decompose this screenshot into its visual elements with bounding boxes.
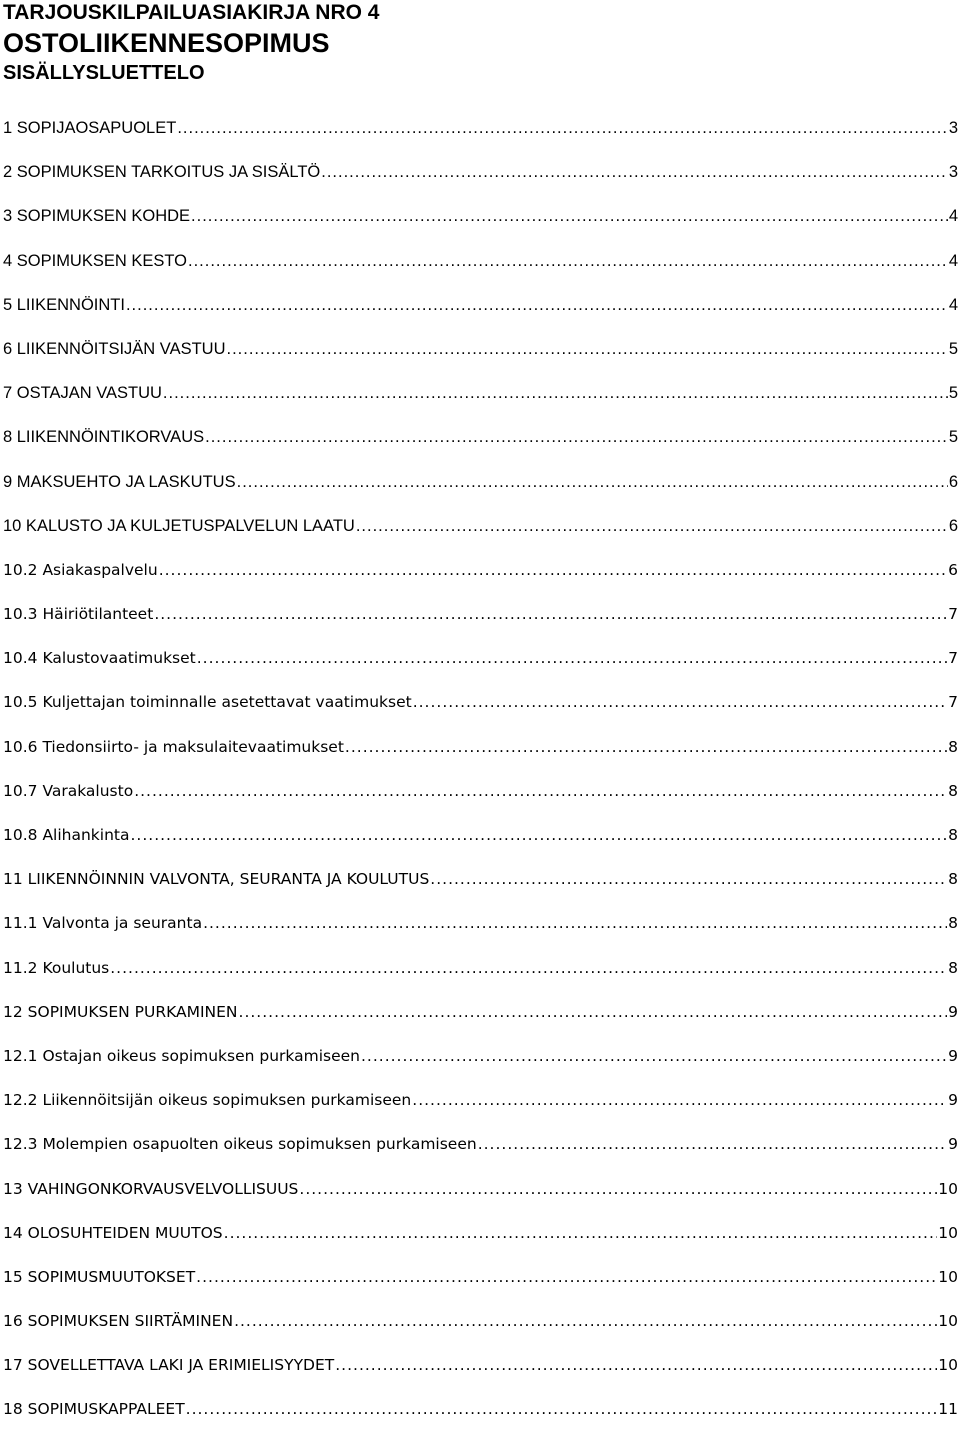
toc-dot-leader (239, 990, 948, 1034)
toc-dot-leader (177, 106, 948, 150)
toc-dot-leader (134, 769, 947, 813)
toc-dot-leader (203, 901, 947, 945)
toc-entry-page-number[interactable]: 8 (948, 914, 958, 933)
toc-entry-page-number[interactable]: 3 (948, 119, 958, 137)
toc-entry-title[interactable]: 10 KALUSTO JA KULJETUSPALVELUN LAATU (3, 516, 355, 535)
toc-entry-title[interactable]: 7 OSTAJAN VASTUU (3, 384, 162, 403)
toc-entry-page-number[interactable]: 7 (948, 649, 958, 668)
toc-entry-title[interactable]: 12.2 Liikennöitsijän oikeus sopimuksen purkamiseen (3, 1091, 412, 1110)
toc-entry[interactable] (0, 1167, 960, 1211)
toc-entry-page-number[interactable]: 11 (938, 1400, 958, 1419)
toc-entry[interactable] (0, 1343, 960, 1387)
toc-dot-leader (126, 283, 948, 327)
toc-entry-title[interactable]: 11 LIIKENNÖINNIN VALVONTA, SEURANTA JA KOULUTUS (3, 870, 430, 889)
toc-dot-leader (188, 239, 948, 283)
toc-entry-page-number[interactable]: 8 (948, 870, 958, 889)
toc-entry-title[interactable]: 12 SOPIMUKSEN PURKAMINEN (3, 1002, 238, 1021)
toc-dot-leader (196, 1255, 937, 1299)
toc-entry[interactable] (0, 150, 960, 194)
toc-entry[interactable] (0, 194, 960, 238)
toc-dot-leader (159, 548, 947, 592)
toc-entry[interactable] (0, 680, 960, 724)
toc-entry-title[interactable]: 10.6 Tiedonsiirto- ja maksulaitevaatimukset (3, 737, 344, 756)
toc-entry-page-number[interactable]: 6 (948, 560, 958, 579)
toc-entry-title[interactable]: 10.8 Alihankinta (3, 826, 130, 844)
toc-entry[interactable] (0, 901, 960, 945)
toc-entry-title[interactable]: 1 SOPIJAOSAPUOLET (3, 119, 177, 137)
toc-entry-page-number[interactable]: 10 (938, 1312, 958, 1331)
toc-entry-page-number[interactable]: 8 (948, 958, 958, 977)
toc-entry[interactable] (0, 106, 960, 150)
toc-dot-leader (224, 1211, 938, 1255)
toc-entry[interactable] (0, 1122, 960, 1166)
toc-entry-title[interactable]: 9 MAKSUEHTO JA LASKUTUS (3, 472, 236, 491)
toc-dot-leader (345, 725, 947, 769)
toc-entry-page-number[interactable]: 7 (948, 605, 958, 624)
toc-entry-title[interactable]: 3 SOPIMUKSEN KOHDE (3, 207, 191, 226)
toc-entry-title[interactable]: 12.3 Molempien osapuolten oikeus sopimuksen purkamiseen (3, 1135, 477, 1154)
toc-entry-title[interactable]: 5 LIIKENNÖINTI (3, 295, 125, 314)
toc-dot-leader (227, 327, 948, 371)
toc-dot-leader (234, 1299, 937, 1343)
toc-entry-page-number[interactable]: 3 (948, 163, 958, 182)
toc-entry-title[interactable]: 8 LIIKENNÖINTIKORVAUS (3, 428, 205, 447)
toc-dot-leader (299, 1167, 937, 1211)
toc-dot-leader (430, 857, 947, 901)
toc-entry-page-number[interactable]: 5 (948, 384, 958, 403)
toc-entry-page-number[interactable]: 8 (948, 781, 958, 800)
toc-dot-leader (478, 1122, 947, 1166)
toc-entry-title[interactable]: 10.5 Kuljettajan toiminnalle asetettavat vaatimukset (3, 693, 412, 712)
toc-entry-title[interactable]: 11.1 Valvonta ja seuranta (3, 914, 203, 933)
toc-dot-leader (163, 371, 948, 415)
toc-entry[interactable] (0, 592, 960, 636)
toc-entry[interactable] (0, 1078, 960, 1122)
contract-title: OSTOLIIKENNESOPIMUS (3, 28, 330, 58)
toc-heading: SISÄLLYSLUETTELO (3, 62, 205, 84)
toc-entry-page-number[interactable]: 10 (938, 1179, 958, 1198)
toc-dot-leader (197, 636, 947, 680)
toc-entry[interactable] (0, 946, 960, 990)
toc-dot-leader (412, 1078, 947, 1122)
toc-entry-title[interactable]: 12.1 Ostajan oikeus sopimuksen purkamiseen (3, 1046, 360, 1065)
toc-entry-page-number[interactable]: 10 (938, 1356, 958, 1375)
toc-dot-leader (361, 1034, 947, 1078)
toc-entry-page-number[interactable]: 4 (948, 295, 958, 314)
toc-dot-leader (237, 460, 948, 504)
toc-entry-page-number[interactable]: 9 (948, 1002, 958, 1021)
toc-entry-page-number[interactable]: 4 (948, 251, 958, 270)
toc-dot-leader (335, 1343, 937, 1387)
toc-entry-page-number[interactable]: 8 (948, 737, 958, 756)
toc-entry-title[interactable]: 17 SOVELLETTAVA LAKI JA ERIMIELISYYDET (3, 1356, 335, 1375)
toc-entry-page-number[interactable]: 5 (948, 339, 958, 358)
toc-entry-title[interactable]: 18 SOPIMUSKAPPALEET (3, 1400, 185, 1419)
toc-entry-title[interactable]: 10.4 Kalustovaatimukset (3, 649, 196, 668)
toc-entry-page-number[interactable]: 9 (948, 1046, 958, 1065)
toc-entry-title[interactable]: 15 SOPIMUSMUUTOKSET (3, 1267, 196, 1286)
toc-entry[interactable] (0, 1255, 960, 1299)
toc-entry-title[interactable]: 4 SOPIMUKSEN KESTO (3, 251, 187, 270)
toc-entry[interactable] (0, 1211, 960, 1255)
toc-entry[interactable] (0, 504, 960, 548)
toc-entry-page-number[interactable]: 6 (948, 472, 958, 491)
toc-dot-leader (130, 813, 947, 857)
toc-entry[interactable] (0, 857, 960, 901)
toc-dot-leader (321, 150, 948, 194)
toc-entry-page-number[interactable]: 6 (948, 516, 958, 535)
toc-entry-title[interactable]: 6 LIIKENNÖITSIJÄN VASTUU (3, 339, 226, 358)
toc-entry-page-number[interactable]: 9 (948, 1135, 958, 1154)
toc-dot-leader (191, 194, 948, 238)
toc-entry[interactable] (0, 725, 960, 769)
toc-dot-leader (154, 592, 947, 636)
toc-entry[interactable] (0, 371, 960, 415)
toc-dot-leader (205, 415, 948, 459)
toc-entry[interactable] (0, 283, 960, 327)
toc-entry-page-number[interactable]: 8 (948, 826, 958, 844)
toc-entry-page-number[interactable]: 9 (948, 1091, 958, 1110)
toc-entry-page-number[interactable]: 10 (938, 1223, 958, 1242)
toc-entry-title[interactable]: 16 SOPIMUKSEN SIIRTÄMINEN (3, 1312, 234, 1331)
toc-entry[interactable] (0, 769, 960, 813)
toc-entry-title[interactable]: 11.2 Koulutus (3, 958, 110, 977)
toc-entry-title[interactable]: 13 VAHINGONKORVAUSVELVOLLISUUS (3, 1179, 299, 1198)
toc-entry[interactable] (0, 990, 960, 1034)
toc-entry-page-number[interactable]: 10 (938, 1267, 958, 1286)
toc-entry[interactable] (0, 548, 960, 592)
toc-dot-leader (186, 1387, 938, 1431)
toc-dot-leader (413, 680, 947, 724)
toc-entry[interactable] (0, 239, 960, 283)
toc-entry-title[interactable]: 14 OLOSUHTEIDEN MUUTOS (3, 1223, 223, 1242)
toc-entry[interactable] (0, 1034, 960, 1078)
toc-entry-title[interactable]: 10.2 Asiakaspalvelu (3, 560, 158, 579)
toc-entry-title[interactable]: 2 SOPIMUKSEN TARKOITUS JA SISÄLTÖ (3, 163, 321, 182)
table-of-contents (0, 106, 960, 1432)
toc-entry[interactable] (0, 1387, 960, 1431)
toc-entry-page-number[interactable]: 5 (948, 428, 958, 447)
toc-entry[interactable] (0, 327, 960, 371)
toc-entry[interactable] (0, 636, 960, 680)
toc-entry[interactable] (0, 460, 960, 504)
toc-entry[interactable] (0, 415, 960, 459)
toc-entry-page-number[interactable]: 4 (948, 207, 958, 226)
toc-dot-leader (356, 504, 948, 548)
toc-entry[interactable] (0, 813, 960, 857)
toc-entry[interactable] (0, 1299, 960, 1343)
document-title: TARJOUSKILPAILUASIAKIRJA NRO 4 (3, 1, 380, 24)
toc-entry-title[interactable]: 10.7 Varakalusto (3, 781, 134, 800)
toc-entry-title[interactable]: 10.3 Häiriötilanteet (3, 605, 154, 624)
toc-dot-leader (110, 946, 947, 990)
toc-entry-page-number[interactable]: 7 (948, 693, 958, 712)
